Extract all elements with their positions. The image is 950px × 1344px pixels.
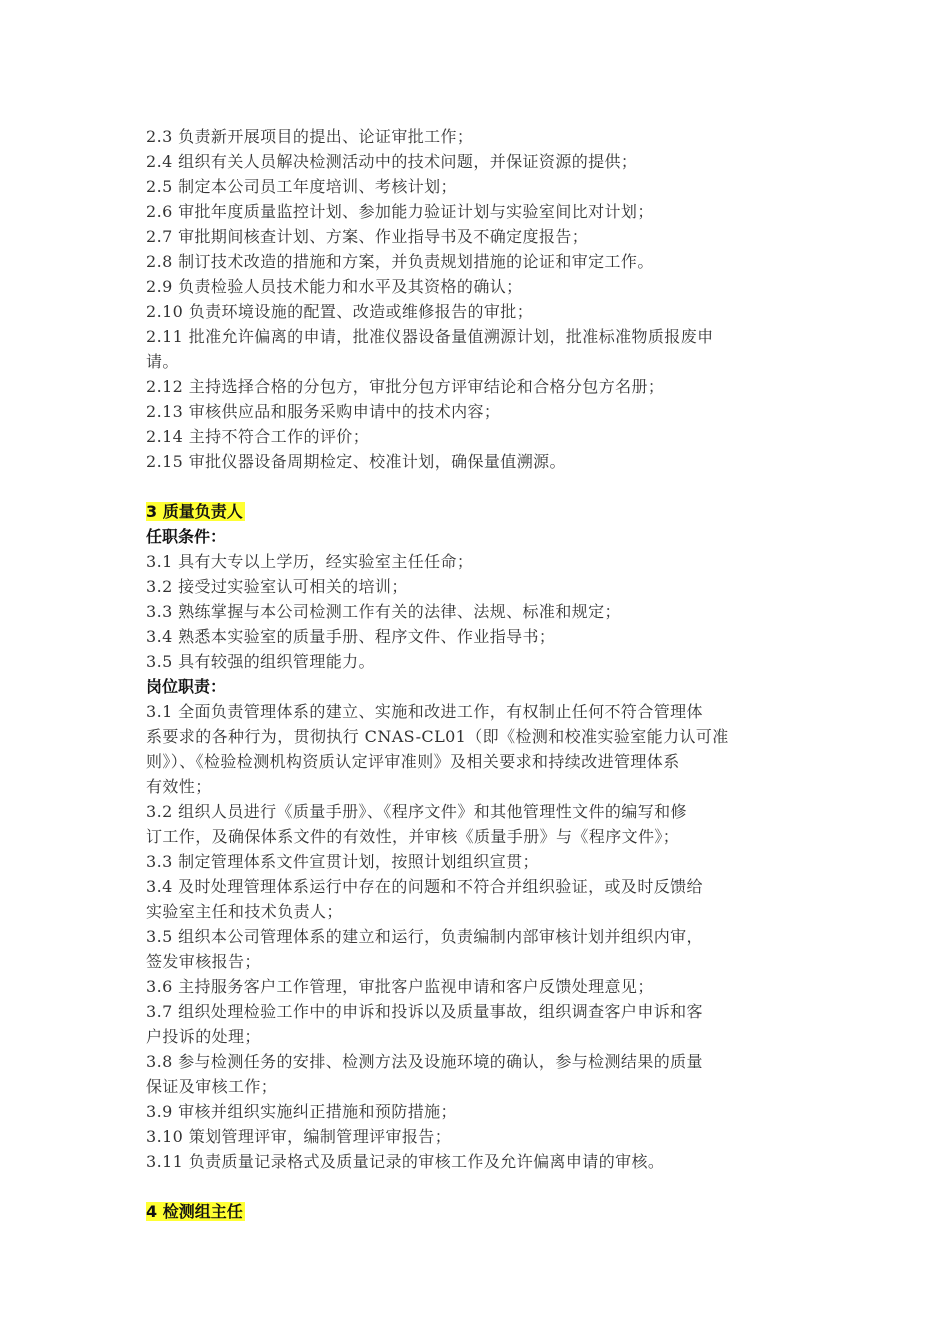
list-item: 2.15 审批仪器设备周期检定、校准计划，确保量值溯源。 (146, 452, 566, 471)
list-item: 2.10 负责环境设施的配置、改造或维修报告的审批； (146, 302, 534, 321)
section-3-heading (146, 499, 810, 524)
list-item: 订工作，及确保体系文件的有效性，并审核《质量手册》与《程序文件》； (146, 827, 680, 846)
list-item: 系要求的各种行为，贯彻执行 CNAS-CL01（即《检测和校准实验室能力认可准 (146, 727, 729, 746)
list-item: 3.8 参与检测任务的安排、检测方法及设施环境的确认，参与检测结果的质量 (146, 1052, 703, 1071)
list-item: 则》）、《检验检测机构资质认定评审准则》及相关要求和持续改进管理体系 (146, 752, 680, 771)
section-4-title: 4 检测组主任 (146, 1202, 243, 1221)
list-item: 保证及审核工作； (146, 1077, 278, 1096)
list-item: 2.14 主持不符合工作的评价； (146, 427, 370, 446)
list-item: 3.9 审核并组织实施纠正措施和预防措施； (146, 1102, 457, 1121)
list-item: 2.11 批准允许偏离的申请，批准仪器设备量值溯源计划，批准标准物质报废申 (146, 327, 714, 346)
list-item: 3.11 负责质量记录格式及质量记录的审核工作及允许偏离申请的审核。 (146, 1152, 665, 1171)
list-item: 3.10 策划管理评审，编制管理评审报告； (146, 1127, 452, 1146)
qualifications-label: 任职条件： (146, 527, 227, 546)
list-item: 3.2 接受过实验室认可相关的培训； (146, 577, 408, 596)
list-item: 2.12 主持选择合格的分包方，审批分包方评审结论和合格分包方名册； (146, 377, 665, 396)
spacer (146, 474, 810, 499)
list-item: 签发审核报告； (146, 952, 261, 971)
list-item: 2.9 负责检验人员技术能力和水平及其资格的确认； (146, 277, 523, 296)
list-item: 实验室主任和技术负责人； (146, 902, 343, 921)
document-page (146, 124, 810, 1224)
list-item: 3.5 具有较强的组织管理能力。 (146, 652, 375, 671)
list-item: 请。 (146, 352, 179, 371)
list-item: 2.3 负责新开展项目的提出、论证审批工作； (146, 127, 474, 146)
list-item: 2.7 审批期间核查计划、方案、作业指导书及不确定度报告； (146, 227, 589, 246)
list-item: 3.1 具有大专以上学历，经实验室主任任命； (146, 552, 474, 571)
section-4-heading (146, 1199, 810, 1224)
list-item: 3.1 全面负责管理体系的建立、实施和改进工作，有权制止任何不符合管理体 (146, 702, 703, 721)
list-item: 3.5 组织本公司管理体系的建立和运行，负责编制内部审核计划并组织内审， (146, 927, 703, 946)
list-item: 3.4 熟悉本实验室的质量手册、程序文件、作业指导书； (146, 627, 556, 646)
list-item: 3.3 制定管理体系文件宣贯计划，按照计划组织宣贯； (146, 852, 539, 871)
list-item: 3.7 组织处理检验工作中的申诉和投诉以及质量事故，组织调查客户申诉和客 (146, 1002, 703, 1021)
duties-list (146, 699, 810, 1174)
duties-label: 岗位职责： (146, 677, 227, 696)
list-item: 3.2 组织人员进行《质量手册》、《程序文件》和其他管理性文件的编写和修 (146, 802, 687, 821)
list-item: 2.4 组织有关人员解决检测活动中的技术问题，并保证资源的提供； (146, 152, 638, 171)
spacer (146, 1174, 810, 1199)
list-item: 2.5 制定本公司员工年度培训、考核计划； (146, 177, 457, 196)
list-item: 2.8 制订技术改造的措施和方案，并负责规划措施的论证和审定工作。 (146, 252, 654, 271)
qualifications-list (146, 549, 810, 674)
list-item: 2.13 审核供应品和服务采购申请中的技术内容； (146, 402, 501, 421)
list-item: 3.6 主持服务客户工作管理，审批客户监视申请和客户反馈处理意见； (146, 977, 654, 996)
section-3-title: 3 质量负责人 (146, 502, 243, 521)
list-item: 有效性； (146, 777, 212, 796)
list-item: 2.6 审批年度质量监控计划、参加能力验证计划与实验室间比对计划； (146, 202, 654, 221)
list-item: 3.4 及时处理管理体系运行中存在的问题和不符合并组织验证，或及时反馈给 (146, 877, 703, 896)
section-2-list (146, 124, 810, 474)
list-item: 3.3 熟练掌握与本公司检测工作有关的法律、法规、标准和规定； (146, 602, 621, 621)
list-item: 户投诉的处理； (146, 1027, 261, 1046)
